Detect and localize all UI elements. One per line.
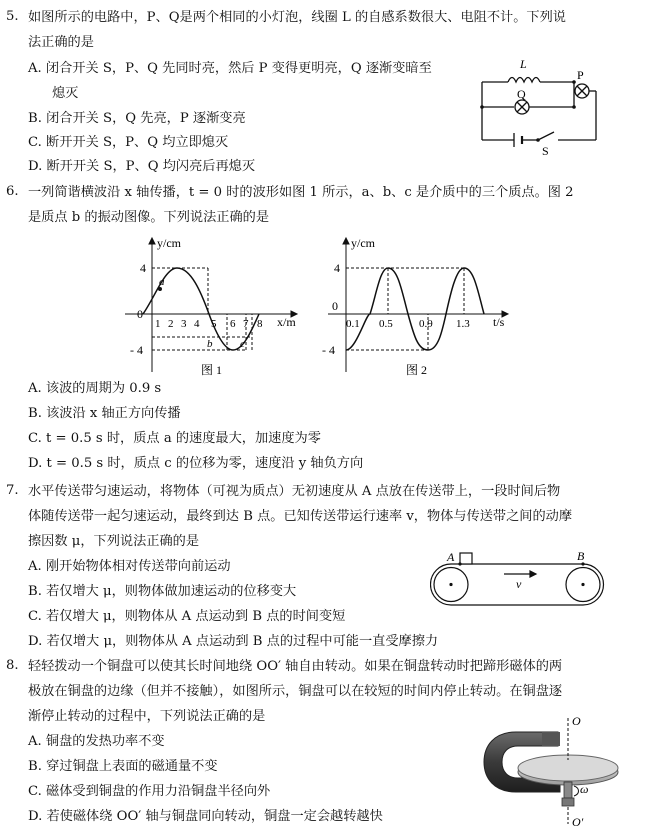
option-b[interactable] — [28, 583, 296, 601]
option-text: 该波沿 x 轴正方向传播 — [46, 406, 181, 421]
option-c[interactable] — [28, 430, 321, 448]
question-stem-line: 极放在铜盘的边缘（但并不接触），如图所示，铜盘可以在较短的时间内停止转动。在铜盘逐 — [28, 684, 563, 699]
y-tick-neg4: - 4 — [130, 343, 143, 357]
y-tick-4: 4 — [140, 261, 146, 275]
option-letter: A. — [28, 559, 42, 574]
question-number: 8. — [6, 658, 19, 673]
x-tick: 8 — [257, 318, 263, 330]
question-number: 7. — [6, 483, 19, 498]
option-d[interactable] — [28, 633, 438, 651]
question-stem-line: 是质点 b 的振动图像。下列说法正确的是 — [28, 210, 270, 225]
option-text: 若仅增大 μ，则物体从 A 点运动到 B 点的时间变短 — [46, 609, 346, 624]
x-tick: 6 — [230, 318, 236, 330]
question-stem-line: 水平传送带匀速运动，将物体（可视为质点）无初速度从 A 点放在传送带上，一段时间后物 — [28, 484, 561, 499]
option-text: 铜盘的发热功率不变 — [45, 734, 165, 749]
option-letter: B. — [28, 584, 42, 599]
label-a: a — [159, 276, 165, 288]
option-letter: A. — [28, 381, 42, 396]
x-tick: 1.3 — [456, 318, 470, 330]
option-a[interactable] — [28, 380, 161, 398]
option-letter: B. — [28, 759, 42, 774]
label-inductor: L — [520, 57, 527, 71]
label-b: b — [207, 338, 213, 350]
option-text: 断开开关 S，P、Q 均闪亮后再熄灭 — [46, 159, 256, 174]
option-a[interactable] — [28, 558, 231, 576]
option-letter: B. — [28, 111, 42, 126]
origin-label: 0 — [137, 307, 143, 321]
x-tick: 7 — [243, 318, 249, 330]
option-a-continued: 熄灭 — [52, 86, 79, 101]
option-letter: C. — [28, 784, 42, 799]
option-c[interactable] — [28, 134, 228, 152]
question-number: 5. — [6, 9, 19, 24]
label-point-a: A — [447, 550, 455, 564]
option-letter: A. — [28, 61, 42, 76]
option-letter: D. — [28, 809, 43, 824]
option-letter: C. — [28, 609, 42, 624]
x-tick: 5 — [211, 318, 217, 330]
vibration-graph-fig2 — [318, 232, 518, 380]
option-letter: B. — [28, 406, 42, 421]
y-axis-label: y/cm — [157, 236, 181, 250]
question-stem-line: 轻轻拨动一个铜盘可以使其长时间地绕 OO′ 轴自由转动。如果在铜盘转动时把蹄形磁体的两 — [28, 659, 563, 674]
x-tick: 3 — [181, 318, 187, 330]
option-text: 磁体受到铜盘的作用力沿铜盘半径向外 — [46, 784, 271, 799]
label-lamp-p: P — [577, 68, 584, 82]
option-a[interactable] — [28, 60, 432, 78]
origin-label: 0 — [332, 299, 338, 313]
option-d[interactable] — [28, 808, 383, 826]
x-tick: 0.1 — [346, 318, 360, 330]
label-c: c — [240, 338, 245, 350]
y-tick-4: 4 — [334, 261, 340, 275]
x-tick: 0.9 — [419, 318, 433, 330]
question-stem-line: 擦因数 μ，下列说法正确的是 — [28, 534, 200, 549]
option-text: t = 0.5 s 时，质点 c 的位移为零，速度沿 y 轴负方向 — [46, 456, 364, 471]
question-stem-line: 渐停止转动的过程中，下列说法正确的是 — [28, 709, 266, 724]
option-letter: D. — [28, 634, 43, 649]
x-axis-label: t/s — [493, 315, 505, 329]
question-stem-line: 体随传送带一起匀速运动，最终到达 B 点。已知传送带运行速率 v，物体与传送带之间的动摩 — [28, 509, 573, 524]
option-text: 该波的周期为 0.9 s — [45, 381, 162, 396]
label-o: O — [572, 714, 581, 728]
x-axis-label: x/m — [277, 315, 296, 329]
option-letter: C. — [28, 431, 42, 446]
x-tick: 1 — [155, 318, 161, 330]
label-switch: S — [542, 144, 549, 157]
figure-caption: 图 1 — [201, 363, 223, 377]
y-axis-label: y/cm — [351, 236, 375, 250]
copper-disk-magnet-diagram — [480, 712, 630, 830]
wave-graph-fig1 — [115, 232, 305, 380]
option-d[interactable] — [28, 455, 363, 473]
label-o-prime: O′ — [572, 815, 584, 829]
option-letter: A. — [28, 734, 42, 749]
question-stem-line: 一列简谐横波沿 x 轴传播，t = 0 时的波形如图 1 所示，a、b、c 是介质中的三个质点。图 2 — [28, 185, 574, 200]
option-a[interactable] — [28, 733, 165, 751]
x-tick: 4 — [194, 318, 200, 330]
option-text: 若使磁体绕 OO′ 轴与铜盘同向转动，铜盘一定会越转越快 — [46, 809, 383, 824]
x-tick-labels — [155, 318, 263, 330]
label-omega: ω — [580, 782, 589, 796]
label-point-b: B — [577, 549, 585, 563]
option-b[interactable] — [28, 758, 218, 776]
question-stem-line: 法正确的是 — [28, 35, 94, 50]
option-text: 断开开关 S，P、Q 均立即熄灭 — [46, 135, 229, 150]
option-d[interactable] — [28, 158, 255, 176]
option-text: 刚开始物体相对传送带向前运动 — [45, 559, 231, 574]
figure-caption: 图 2 — [406, 363, 428, 377]
question-stem-line: 如图所示的电路中，P、Q是两个相同的小灯泡，线圈 L 的自感系数很大、电阻不计。下列说 — [28, 10, 566, 25]
option-letter: C. — [28, 135, 42, 150]
option-letter: D. — [28, 456, 43, 471]
label-velocity: v — [516, 577, 522, 591]
option-text: t = 0.5 s 时，质点 a 的速度最大，加速度为零 — [46, 431, 321, 446]
option-b[interactable] — [28, 405, 181, 423]
option-c[interactable] — [28, 783, 270, 801]
y-tick-neg4: - 4 — [322, 343, 335, 357]
option-c[interactable] — [28, 608, 345, 626]
circuit-diagram — [470, 52, 610, 157]
option-text: 闭合开关 S，P、Q 先同时亮，然后 P 变得更明亮，Q 逐渐变暗至 — [45, 61, 432, 76]
x-tick: 0.5 — [379, 318, 393, 330]
option-b[interactable] — [28, 110, 246, 128]
question-number: 6. — [6, 184, 19, 199]
option-text: 若仅增大 μ，则物体从 A 点运动到 B 点的过程中可能一直受摩擦力 — [46, 634, 439, 649]
option-letter: D. — [28, 159, 43, 174]
option-text: 若仅增大 μ，则物体做加速运动的位移变大 — [46, 584, 297, 599]
conveyor-belt-diagram — [430, 548, 610, 610]
x-tick: 2 — [168, 318, 174, 330]
option-text: 穿过铜盘上表面的磁通量不变 — [46, 759, 218, 774]
option-text: 闭合开关 S，Q 先亮，P 逐渐变亮 — [46, 111, 246, 126]
label-lamp-q: Q — [517, 87, 526, 101]
